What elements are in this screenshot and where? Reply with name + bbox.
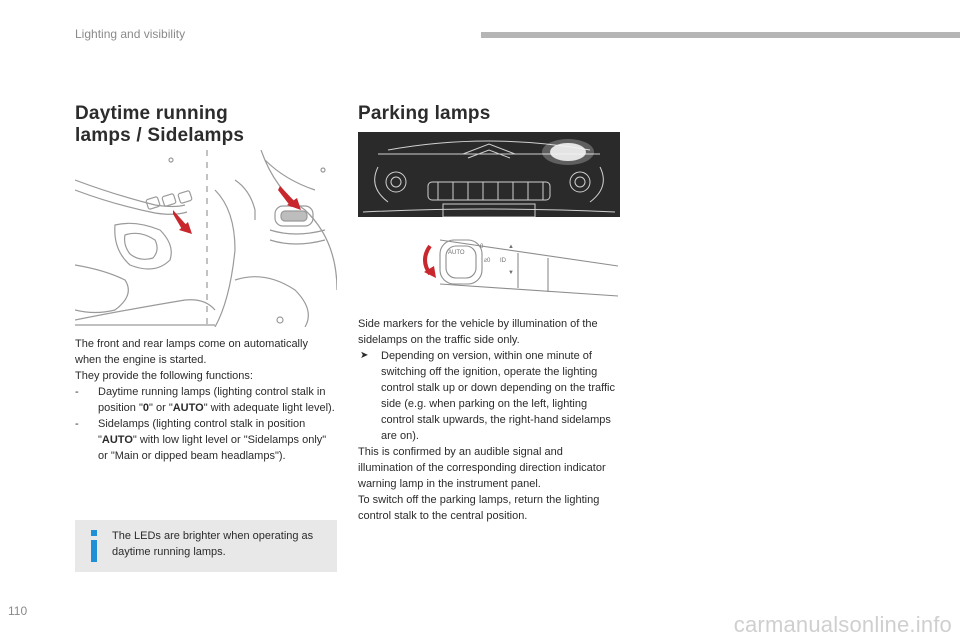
daytime-running-lamps-title [75,103,335,147]
parking-lamps-title: Parking lamps [358,103,491,124]
bullet2-text-c: " with low light level or "Sidelamps only" or "Main or dipped beam headlamps"). [98,434,327,462]
list-item [75,416,337,464]
bullet-marker: - [75,386,79,398]
bullet1-text-c: " or " [149,402,173,414]
right-bullet-text: Depending on version, within one minute of switching off the ignition, operate the lighting control stalk up or down depending on the traffic side (e.g. when parking on the left, lighting control stalk upwards, the right-hand sidelamps are on). [381,350,616,442]
right-para-2: This is confirmed by an audible signal and illumination of the corresponding direction indicator warning lamp in the instrument panel. [358,446,606,490]
list-item [75,384,337,416]
left-intro-1: The front and rear lamps come on automatically when the engine is started. [75,338,308,366]
header-rule [481,32,960,38]
right-para-1: Side markers for the vehicle by illumination of the sidelamps on the traffic side only. [358,318,598,346]
info-icon [88,529,100,563]
right-para-3: To switch off the parking lamps, return the lighting control stalk to the central position. [358,494,600,522]
parking-lamps-text [358,316,620,524]
bullet2-bold-auto: AUTO [101,434,133,446]
stalk-arrow-down: ▼ [508,270,514,276]
title-line-1: Daytime running [75,103,228,124]
bullet1-text-e: " with adequate light level). [203,402,335,414]
stalk-arrow-up: ▲ [508,244,514,250]
info-box [75,520,337,572]
stalk-label-beam: ID [500,258,506,264]
lighting-stalk-illustration [418,228,620,298]
left-intro-2: They provide the following functions: [75,370,253,382]
daytime-lamps-text [75,336,337,464]
watermark[interactable]: carmanualsonline.info [733,612,952,637]
section-header: Lighting and visibility [75,27,186,41]
stalk-label-sidelamps: ƨ0 [484,258,491,264]
title-line-2: lamps / Sidelamps [75,125,245,146]
list-item [358,348,620,444]
action-arrow-icon: ➤ [360,350,369,361]
bullet1-bold-zero: 0 [142,402,150,414]
car-front-illustration [358,132,620,217]
stalk-label-auto: AUTO [448,250,465,256]
bullet2-text-a: Sidelamps (lighting control stalk in position " [98,418,306,446]
stalk-label-zero: 0 [480,244,484,250]
bullet1-text-a: Daytime running lamps (lighting control stalk in position " [98,386,326,414]
bullet1-bold-auto: AUTO [172,402,204,414]
bullet-marker: - [75,418,79,430]
page-number: 110 [8,604,28,618]
info-text: The LEDs are brighter when operating as daytime running lamps. [112,530,314,558]
daytime-lamps-illustration [75,150,337,327]
